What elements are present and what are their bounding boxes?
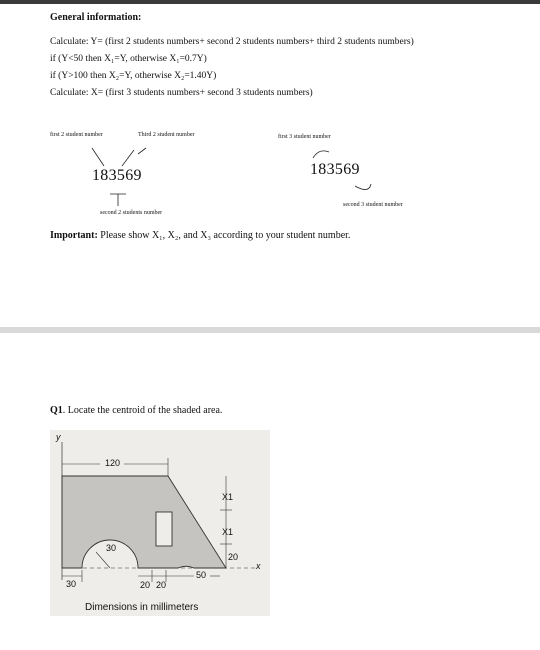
x2-rule-line: if (Y>100 then X₂=Y, otherwise X₂=1.40Y) xyxy=(50,71,217,81)
centroid-figure xyxy=(50,430,270,616)
label-second-2: second 2 students number xyxy=(100,210,163,216)
dim-20-a: 20 xyxy=(140,580,151,590)
dim-120: 120 xyxy=(105,458,121,468)
shaded-area xyxy=(62,476,226,568)
calc-y-line: Calculate: Y= (first 2 students numbers+ second 2 students numbers+ third 2 students numbers) xyxy=(50,37,414,47)
page-1 xyxy=(0,4,540,327)
question-1 xyxy=(50,405,222,416)
q1-text: . Locate the centroid of the shaded area. xyxy=(62,405,223,416)
student-number-right: 183569 xyxy=(310,161,360,178)
dim-x1-top: X1 xyxy=(222,492,234,502)
label-third-2: Third 2 student number xyxy=(138,132,195,138)
dim-30-bottom: 30 xyxy=(66,579,77,589)
dim-20-b: 20 xyxy=(156,580,167,590)
calc-x-line: Calculate: X= (first 3 students numbers+ second 3 students numbers) xyxy=(50,88,313,98)
figure-caption: Dimensions in millimeters xyxy=(85,602,199,613)
label-first-2: first 2 student number xyxy=(50,132,103,138)
x-axis-label: x xyxy=(256,561,261,571)
important-text: Please show X₁, X₂, and X₃ according to your student number. xyxy=(100,230,351,241)
important-note xyxy=(50,230,350,241)
dim-50: 50 xyxy=(196,570,207,580)
label-second-3: second 3 student number xyxy=(343,202,403,208)
q1-label: Q1 xyxy=(50,405,63,416)
x1-rule-line: if (Y<50 then X₁=Y, otherwise X₁=0.7Y) xyxy=(50,54,207,64)
student-number-left: 183569 xyxy=(92,167,142,184)
dim-x1-mid: X1 xyxy=(222,527,234,537)
rect-hole xyxy=(156,512,172,546)
y-axis-label: y xyxy=(56,432,61,442)
dim-radius-30: 30 xyxy=(106,543,117,553)
general-heading: General information: xyxy=(50,12,142,23)
label-first-3: first 3 student number xyxy=(278,134,331,140)
important-label: Important: xyxy=(50,230,98,241)
dim-20-right: 20 xyxy=(228,552,239,562)
